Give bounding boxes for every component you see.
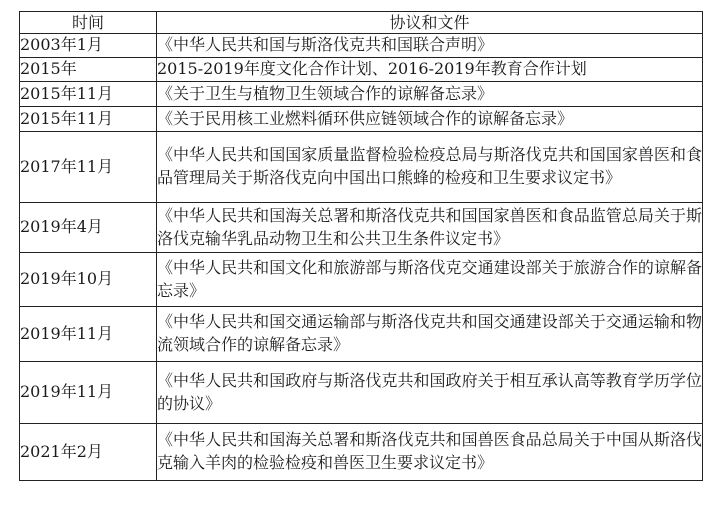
row-time: 2015年11月 [20, 82, 157, 107]
row-document: 《中华人民共和国海关总署和斯洛伐克共和国兽医食品总局关于中国从斯洛伐克输入羊肉的检验检疫和兽医卫生要求议定书》 [157, 424, 703, 481]
row-document: 《中华人民共和国政府与斯洛伐克共和国政府关于相互承认高等教育学历学位的协议》 [157, 362, 703, 424]
table-row [20, 424, 703, 481]
row-document: 《关于卫生与植物卫生领域合作的谅解备忘录》 [157, 82, 703, 107]
row-document: 《中华人民共和国海关总署和斯洛伐克共和国国家兽医和食品监管总局关于斯洛伐克输华乳品动物卫生和公共卫生条件议定书》 [157, 203, 703, 253]
row-time: 2019年11月 [20, 307, 157, 362]
row-time: 2015年 [20, 58, 157, 82]
row-time: 2015年11月 [20, 107, 157, 132]
row-time: 2019年4月 [20, 203, 157, 253]
row-document: 《关于民用核工业燃料循环供应链领域合作的谅解备忘录》 [157, 107, 703, 132]
table-row [20, 253, 703, 307]
table-row [20, 203, 703, 253]
row-time: 2003年1月 [20, 34, 157, 58]
agreements-table [19, 11, 703, 481]
table-row [20, 82, 703, 107]
header-time: 时间 [20, 12, 157, 34]
header-row [20, 12, 703, 34]
row-document: 2015-2019年度文化合作计划、2016-2019年教育合作计划 [157, 58, 703, 82]
row-document: 《中华人民共和国交通运输部与斯洛伐克共和国交通建设部关于交通运输和物流领域合作的谅解备忘录》 [157, 307, 703, 362]
table-row [20, 58, 703, 82]
table-row [20, 307, 703, 362]
table-row [20, 362, 703, 424]
row-time: 2021年2月 [20, 424, 157, 481]
header-document: 协议和文件 [157, 12, 703, 34]
table-row [20, 107, 703, 132]
row-document: 《中华人民共和国与斯洛伐克共和国联合声明》 [157, 34, 703, 58]
table-row [20, 132, 703, 203]
table-row [20, 34, 703, 58]
row-time: 2019年11月 [20, 362, 157, 424]
row-time: 2017年11月 [20, 132, 157, 203]
row-document: 《中华人民共和国国家质量监督检验检疫总局与斯洛伐克共和国国家兽医和食品管理局关于斯洛伐克向中国出口熊蜂的检疫和卫生要求议定书》 [157, 132, 703, 203]
row-document: 《中华人民共和国文化和旅游部与斯洛伐克交通建设部关于旅游合作的谅解备忘录》 [157, 253, 703, 307]
row-time: 2019年10月 [20, 253, 157, 307]
